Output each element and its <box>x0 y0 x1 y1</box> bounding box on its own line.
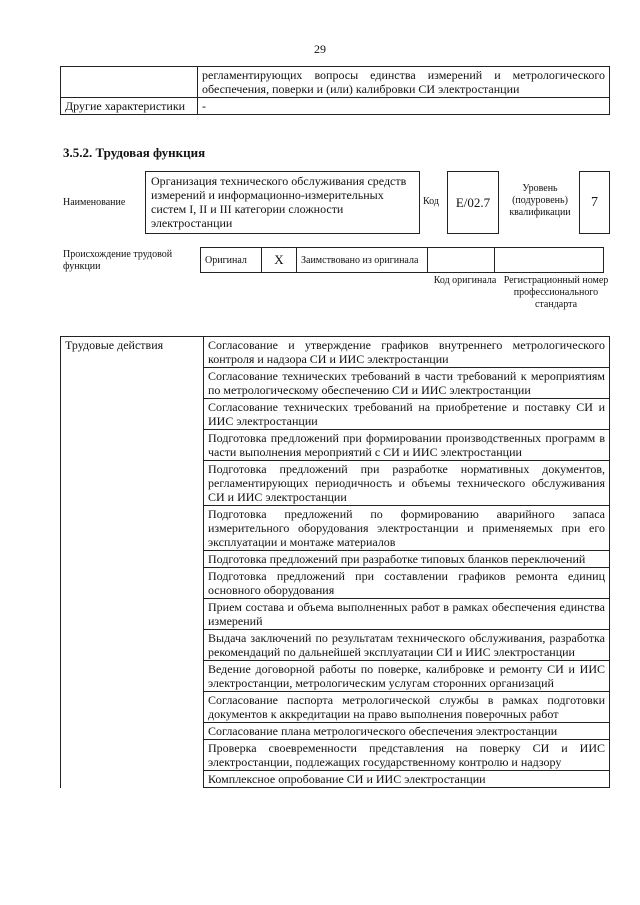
labor-action-item: Согласование плана метрологического обеспечения электростанции <box>204 723 610 740</box>
table-row <box>61 337 610 368</box>
reg-number-label: Регистрационный номер профессионального стандарта <box>503 275 609 310</box>
labor-actions-label: Трудовые действия <box>61 337 204 788</box>
level-value: 7 <box>579 171 610 234</box>
labor-action-item: Подготовка предложений при разработке нормативных документов, регламентирующих периодичность и объемы технического обслуживания СИ и ИИС электростанции <box>204 461 610 506</box>
labor-action-item: Согласование паспорта метрологической службы в рамках подготовки документов к аккредитации на право выполнения поверочных работ <box>204 692 610 723</box>
labor-action-item: Согласование и утверждение графиков внутреннего метрологического контроля и надзора СИ и ИИС электростанции <box>204 337 610 368</box>
origin-table <box>200 247 604 273</box>
code-original-cell <box>428 248 495 273</box>
function-code: E/02.7 <box>447 171 499 234</box>
original-mark: X <box>262 248 297 273</box>
empty-cell <box>61 67 198 98</box>
page-number: 29 <box>314 42 326 56</box>
other-characteristics-value: - <box>198 98 610 115</box>
labor-action-item: Подготовка предложений при формировании производственных программ в части выполнения мероприятий с СИ и ИИС электростанции <box>204 430 610 461</box>
name-label: Наименование <box>63 197 126 208</box>
labor-action-item: Подготовка предложений по формированию аварийного запаса измерительного оборудования электростанции и применяемых при его эксплуатации и монтаже материалов <box>204 506 610 551</box>
labor-action-item: Согласование технических требований на приобретение и поставку СИ и ИИС электростанции <box>204 399 610 430</box>
labor-action-item: Ведение договорной работы по поверке, калибровке и ремонту СИ и ИИС электростанции, метрологическим услугам сторонних организаций <box>204 661 610 692</box>
level-label: Уровень (подуровень) квалификации <box>509 183 571 218</box>
labor-action-item: Комплексное опробование СИ и ИИС электростанции <box>204 771 610 788</box>
borrowed-label: Заимствовано из оригинала <box>297 248 428 273</box>
function-name: Организация технического обслуживания средств измерений и информационно-измерительных систем I, II и III категории сложности электростанции <box>145 171 420 234</box>
code-original-label: Код оригинала <box>433 275 497 286</box>
labor-actions-table <box>60 336 610 788</box>
labor-action-item: Выдача заключений по результатам технического обслуживания, разработка рекомендаций по дальнейшей эксплуатации СИ и ИИС электростанции <box>204 630 610 661</box>
origin-label: Происхождение трудовой функции <box>63 249 173 272</box>
section-title: 3.5.2. Трудовая функция <box>63 145 206 160</box>
continuation-text: регламентирующих вопросы единства измерений и метрологического обеспечения, поверки и (или) калибровки СИ электростанции <box>198 67 610 98</box>
labor-action-item: Прием состава и объема выполненных работ в рамках обеспечения единства измерений <box>204 599 610 630</box>
code-label: Код <box>423 196 439 207</box>
previous-function-table <box>60 66 610 115</box>
labor-action-item: Проверка своевременности представления на поверку СИ и ИИС электростанции, подлежащих государственному контролю и надзору <box>204 740 610 771</box>
labor-action-item: Подготовка предложений при разработке типовых бланков переключений <box>204 551 610 568</box>
original-label: Оригинал <box>201 248 262 273</box>
labor-action-item: Подготовка предложений при составлении графиков ремонта единиц основного оборудования <box>204 568 610 599</box>
other-characteristics-label: Другие характеристики <box>61 98 198 115</box>
reg-number-cell <box>495 248 604 273</box>
labor-action-item: Согласование технических требований в части требований к мероприятиям по метрологическому обеспечению СИ и ИИС электростанции <box>204 368 610 399</box>
